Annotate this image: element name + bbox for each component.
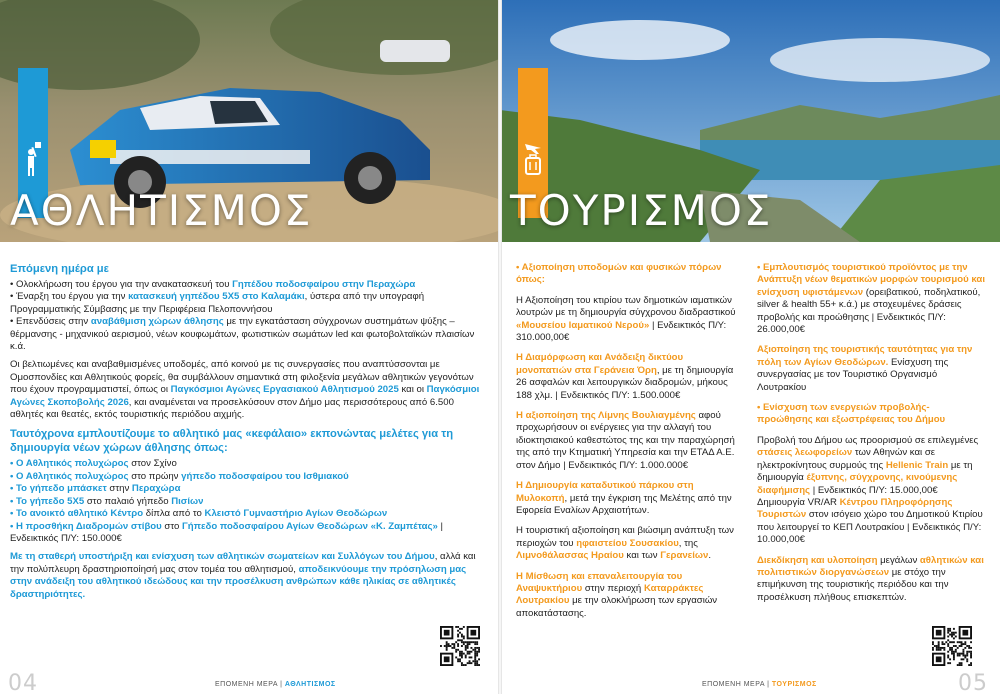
paragraph-highlight: Παγκόσμιοι Αγώνες Εργασιακού Αθλητισμού 2025 — [170, 384, 399, 396]
bullet-highlight: κατασκευή γηπέδου 5Χ5 στο Καλαμάκι — [128, 291, 305, 303]
qr-code-right[interactable] — [932, 626, 972, 666]
item-highlight: Hellenic Train — [885, 459, 949, 471]
study-highlight: • Το ανοικτό αθλητικό Κέντρο — [10, 508, 144, 520]
item-text: Η τουριστική αξιοποίηση και βιώσιμη ανάπτυξη των περιοχών του — [516, 525, 734, 549]
study-highlight: Γήπεδο ποδοσφαίρου Αγίων Θεοδώρων «Κ. Ζαμπέτας» — [182, 520, 438, 532]
events-item — [757, 555, 985, 605]
refreshment-item — [516, 571, 738, 621]
item-highlight: • Εμπλουτισμός τουριστικού προϊόντος με την Ανάπτυξη νέων θεματικών μορφών τουρισμού και ενίσχυση υφιστάμενων — [757, 262, 986, 298]
item-highlight: Η Διαμόρφωση και Ανάδειξη δικτύου μονοπατιών στα Γεράνεια Όρη — [516, 352, 684, 376]
closing-highlight: Με τη σταθερή υποστήριξη και ενίσχυση των αθλητικών σωματείων και Συλλόγων του Δήμου — [10, 551, 435, 563]
page-number-right: 05 — [958, 671, 988, 694]
item-text: αφού προχωρήσουν οι ενέργειες για την αλλαγή του ιδιοκτησιακού καθεστώτος της και την παραχώρησή της από την Κτηματική Υπηρεσία και την ΕΤΑΔ Α.Ε. στον Δήμο | Ενδεικτικός Π/Υ: 1.000.000€ — [516, 410, 735, 471]
item-text: και των — [623, 550, 661, 562]
thematic-item — [757, 262, 985, 336]
item-text: , μετά την έγκριση της Μελέτης από την Εφορεία Εναλίων Αρχαιοτήτων. — [516, 492, 732, 516]
study-text: στο παλαιό γήπεδο — [84, 495, 172, 507]
item-highlight: στάσεις λεωφορείων — [757, 447, 853, 459]
footer-section: ΤΟΥΡΙΣΜΟΣ — [771, 681, 817, 688]
item-highlight: ηφαιστείου Σουσακίου — [576, 537, 679, 549]
events-paragraph — [10, 359, 480, 421]
diving-park-item — [516, 480, 738, 517]
lake-item — [516, 410, 738, 472]
item-highlight: Διεκδίκηση και υλοποίηση — [757, 554, 878, 566]
infra-heading — [516, 262, 738, 287]
item-text: των Αθηνών και σε ηλεκτροκίνητους συρμούς της — [757, 447, 936, 471]
study-text: στο — [161, 520, 182, 532]
study-highlight: Περαχώρα — [131, 483, 181, 495]
item-text: Προβολή του Δήμου ως προορισμού σε επιλεγμένες — [757, 434, 979, 446]
item-budget: | Ενδεικτικός Π/Υ: 15.000,00€ — [810, 484, 938, 496]
item-text: μεγάλων — [877, 554, 920, 566]
item-text: στην περιοχή — [582, 582, 644, 594]
item-text: . — [708, 550, 712, 562]
item-highlight: Κέντρου Πληροφόρησης Τουριστών — [757, 496, 953, 521]
footer-right — [702, 681, 817, 688]
bullet-text: • Ολοκλήρωση του έργου για την ανακατασκευή του — [10, 279, 233, 290]
footer-left — [215, 681, 336, 688]
study-highlight: Πισίων — [171, 495, 204, 507]
study-text: δίπλα από το — [143, 508, 205, 520]
promotion-heading — [757, 402, 985, 427]
identity-item — [757, 344, 985, 394]
item-text: με την ολοκλήρωση των εργασιών αποκατάστασης. — [516, 595, 718, 619]
bullet-highlight: αναβάθμιση χώρων άθλησης — [90, 316, 224, 328]
paragraph-text: , και αναμένεται να προσελκύσουν στον Δήμο μας περισσότερους από 6.500 αθλητές και θεατές, εκτός τουριστικής περιόδου αιχμής. — [10, 396, 454, 421]
bullet-list — [10, 279, 480, 353]
study-highlight: • Η προσθήκη Διαδρομών στίβου — [10, 520, 162, 532]
study-text: στον Σχίνο — [128, 458, 177, 470]
item-text: , με τη δημιουργία 26 ασφαλών και λειτουργικών διαδρομών, μήκους 188 χλμ. | Ενδεικτικός Π/Υ: 1.500.000€ — [516, 364, 734, 401]
closing-paragraph — [10, 551, 480, 601]
item-text: , της — [678, 537, 698, 549]
paragraph-text: και οι — [398, 384, 427, 396]
item-highlight: Η Μίσθωση και επαναλειτουργία του Αναψυκτήριου — [516, 570, 683, 594]
item-budget: | Ενδεικτικός Π/Υ: 310.000,00€ — [516, 319, 727, 344]
study-highlight: γήπεδο ποδοσφαίρου του Ισθμιακού — [181, 470, 349, 482]
page-right-tourism — [500, 0, 1000, 694]
paragraph-highlight: Παγκόσμιοι Αγώνες Σκοποβολής 2026 — [10, 384, 480, 408]
item-highlight: «Μουσείου Ιαματικού Νερού» — [516, 319, 650, 331]
closing-highlight: αποδεικνύουμε την πρόσηλωση μας στην ανάδειξη του αθλητικού ιδεώδους και την προσέλκυση ανθρώπων κάθε ηλικίας σε αθλητικές δραστηριότητες. — [10, 563, 467, 600]
tourism-column-2 — [757, 262, 985, 612]
heading-studies: Ταυτόχρονα εμπλουτίζουμε το αθλητικό μας «κεφάλαιο» εκπονώντας μελέτες για τη δημιουργία νέων χώρων άθλησης όπως: — [10, 428, 454, 455]
trophy-athlete-icon — [21, 138, 45, 178]
infra-heading-text: • Αξιοποίηση υποδομών και φυσικών πόρων όπως: — [516, 262, 722, 286]
paragraph-text: Οι βελτιωμένες και αναβαθμισμένες υποδομές, από κοινού με τις συνεργασίες που αναπτύσσονται με Ομοσπονδίες και Αθλητικούς φορείς, θα συμβάλλουν σημαντικά στη φιλοξενία μεγάλων αθλητικών γεγονότων που έχουν προγραμματιστεί, όπως οι — [10, 359, 474, 396]
footer-section: ΑΘΛΗΤΙΣΜΟΣ — [284, 681, 336, 688]
luggage-airplane-icon — [521, 138, 545, 178]
item-text: με στόχο την επιμήκυνση της τουριστικής περιόδου και την προσέλκυση πλήθους επισκεπτών. — [757, 566, 949, 603]
footer-prefix: ΕΠΟΜΕΝΗ ΜΕΡΑ | — [702, 681, 772, 688]
study-text: στο πρώην — [128, 470, 182, 482]
bullet-text: , ύστερα από την υπογραφή Προγραμματικής Σύμβασης με την Περιφέρεια Πελοποννήσου — [10, 291, 425, 315]
qr-code-left[interactable] — [440, 626, 480, 666]
heading-next-day: Επόμενη ημέρα με — [10, 263, 109, 275]
item-text: Η Αξιοποίηση του κτιρίου των δημοτικών ιαματικών λουτρών με τη δημιουργία σύγχρονου διαδραστικού — [516, 294, 736, 319]
item-highlight: αθλητικών και πολιτιστικών διοργανώσεων — [757, 554, 984, 578]
item-highlight: Η Δημιουργία καταδυτικού πάρκου στη Μυλοκοπή — [516, 480, 694, 504]
museum-item — [516, 295, 738, 345]
item-highlight: Γερανείων — [660, 550, 709, 562]
item-text: (ορειβατικού, ποδηλατικού, silver & health 55+ κ.ά.) με στοχευμένες δράσεις προβολής και προώθησης | Ενδεικτικός Π/Υ: 26.000,00€ — [757, 286, 981, 336]
study-highlight: • Ο Αθλητικός πολυχώρος — [10, 470, 129, 482]
study-highlight: Κλειστό Γυμναστήριο Αγίων Θεοδώρων — [204, 508, 388, 520]
item-highlight: έξυπνης, σύγχρονης, κινούμενης διαφήμισης — [757, 472, 958, 496]
item-highlight: Καταρράκτες Λουτρακίου — [516, 582, 704, 607]
item-text: στον ισόγειο χώρο του Δημοτικού Κτιρίου που λειτουργεί το ΚΕΠ Λουτρακίου | Ενδεικτικός Π/Υ: 10.000,00€ — [757, 509, 983, 546]
item-highlight: Λιμνοθάλασσας Ηραίου — [516, 550, 624, 562]
sustainable-item — [516, 525, 738, 562]
footer-prefix: ΕΠΟΜΕΝΗ ΜΕΡΑ | — [215, 681, 285, 688]
item-text: με τη δημιουργία — [757, 459, 973, 484]
hero-title-sports: ΑΘΛΗΤΙΣΜΟΣ — [10, 186, 313, 235]
bullet-text: με την εγκατάσταση σύγχρονων συστημάτων ψύξης – θέρμανσης - μηχανικού αερισμού, νέων κουφωμάτων, φωτιστικών σωμάτων led και φωτοβολταϊκών πλαισίων κ.ά. — [10, 316, 475, 353]
page-gutter — [498, 0, 502, 694]
bullet-text: • Έναρξη του έργου για την — [10, 291, 129, 303]
page-number-left: 04 — [8, 671, 38, 694]
hero-title-tourism: ΤΟΥΡΙΣΜΟΣ — [510, 186, 773, 235]
tourism-column-1 — [516, 262, 738, 628]
bullet-text: • Επενδύσεις στην — [10, 316, 91, 328]
study-highlight: • Το γήπεδο 5Χ5 — [10, 495, 85, 507]
item-highlight: Η αξιοποίηση της Λίμνης Βουλιαγμένης — [516, 410, 696, 422]
study-highlight: • Το γήπεδο μπάσκετ — [10, 483, 107, 495]
promotion-heading-text: • Ενίσχυση των ενεργειών προβολής-προώθησης και εξωστρέφειας του Δήμου — [757, 402, 946, 426]
studies-list — [10, 458, 480, 545]
ads-item — [757, 435, 985, 547]
item-highlight: Αξιοποίηση της τουριστικής ταυτότητας για την πόλη των Αγίων Θεοδώρων. — [757, 344, 973, 368]
item-text: Ενίσχυση της συνεργασίας με τον Τουριστικό Οργανισμό Λουτρακίου — [757, 356, 949, 393]
trails-item — [516, 352, 738, 402]
study-highlight: • Ο Αθλητικός πολυχώρος — [10, 458, 129, 470]
bullet-highlight: Γηπέδου ποδοσφαίρου στην Περαχώρα — [232, 279, 416, 290]
sports-content — [10, 262, 480, 607]
closing-text: , αλλά και την πολύπλευρη δραστηριοποίησή μας στον τομέα του αθλητισμού, — [10, 551, 476, 575]
study-budget: | Ενδεικτικός Π/Υ: 150.000€ — [10, 520, 443, 544]
item-text: Δημιουργία VR/AR — [757, 496, 840, 508]
study-text: στην — [106, 483, 132, 495]
